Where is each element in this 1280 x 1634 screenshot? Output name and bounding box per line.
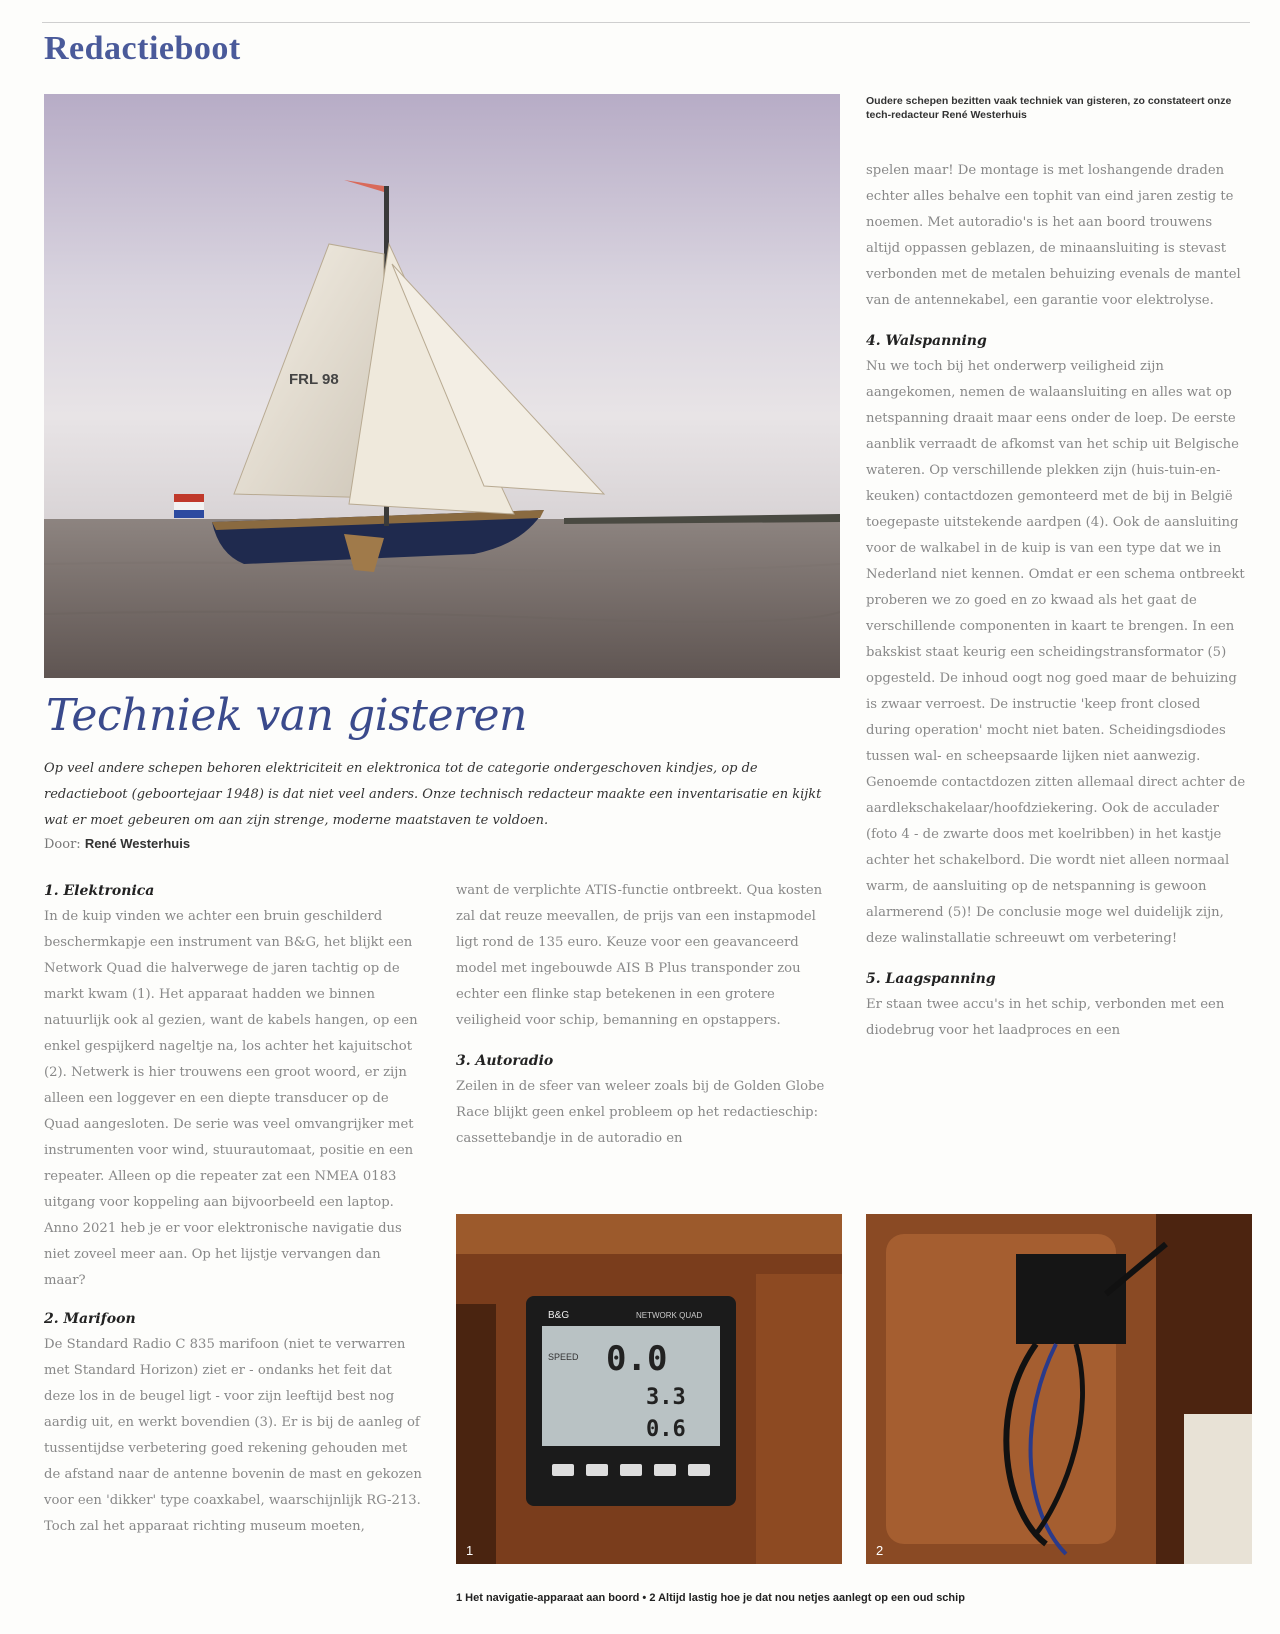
s3-text-cont: spelen maar! De montage is met loshangende draden echter alles behalve een tophit van eind jaren zestig te noemen. Met autoradio's is het aan boord trouwens altijd oppassen geblazen, de minaansluiting is stevast verbonden met de metalen behuizing evenals de mantel van de antennekabel, een garantie voor elektrolyse. bbox=[866, 163, 1241, 308]
s1-title: 1. Elektronica bbox=[44, 883, 155, 899]
s4-text: Nu we toch bij het onderwerp veiligheid zijn aangekomen, nemen de walaansluiting en alles wat op netspanning draait maar eens onder de loep. De eerste aanblik verraadt de afkomst van het schip uit Belgische wateren. Op verschillende plekken zijn (huis-tuin-en-keuken) contactdozen gemonteerd met de bij in België toegepaste uitstekende aardpen (4). Ook de aansluiting voor de walkabel in de kuip is van een type dat we in Nederland niet kennen. Omdat er een schema ontbreekt proberen we zo goed en zo kwaad als het gaat de verschillende componenten in kaart te brengen. In een bakskist staat keurig een scheidingstransformator (5) opgesteld. De inhoud oogt nog goed maar de behuizing is zwaar verroest. De instructie 'keep front closed during operation' mocht niet baten. Scheidingsdiodes tussen wal- en scheepsaarde lijken niet aanwezig. Genoemde contactdozen zitten allemaal direct achter de aardlekschakelaar/hoofdziekering. Ook de acculader (foto 4 - de zwarte doos met koelribben) in het kastje achter het schakelbord. Die wordt niet alleen normaal warm, de aansluiting op de netspanning is gewoon alarmerend (5)! De conclusie moge wel duidelijk zijn, deze walinstallatie schreeuwt om verbetering! bbox=[866, 359, 1246, 946]
s4-title: 4. Walspanning bbox=[866, 333, 987, 349]
sail-number: FRL 98 bbox=[289, 371, 339, 388]
column-1 bbox=[44, 878, 426, 1540]
top-rule bbox=[42, 22, 1250, 23]
s5-title: 5. Laagspanning bbox=[866, 971, 996, 987]
byline-prefix: Door: bbox=[44, 837, 81, 852]
lede: Op veel andere schepen behoren elektriciteit en elektronica tot de categorie ondergeschoven kindjes, op de redactieboot (geboortejaar 1948) is dat niet veel anders. Onze technisch redacteur maakte een inventarisatie en kijkt wat er moet gebeuren om aan zijn strenge, moderne maatstaven te voldoen. bbox=[44, 761, 822, 828]
s2-text: De Standard Radio C 835 marifoon (niet te verwarren met Standard Horizon) ziet er - ondanks het feit dat deze los in de beugel ligt - voor zijn leeftijd best nog aardig uit, en werkt bovendien (3). Er is bij de aanleg of tussentijdse verbetering goed rekening gehouden met de afstand naar de antenne bovenin de mast en gekozen voor een 'dikker' type coaxkabel, waarschijnlijk RG-213. Toch zal het apparaat richting museum moeten, bbox=[44, 1337, 422, 1534]
section-title: Redactieboot bbox=[44, 30, 241, 67]
s5-text: Er staan twee accu's in het schip, verbonden met een diodebrug voor het laadproces en een bbox=[866, 997, 1225, 1038]
photo-cables bbox=[866, 1214, 1252, 1564]
instrument-key-2[interactable] bbox=[586, 1464, 608, 1476]
instrument-key-5[interactable] bbox=[688, 1464, 710, 1476]
instrument-brand: B&G bbox=[548, 1310, 570, 1321]
instrument-depth: 3.3 bbox=[646, 1385, 686, 1410]
instrument-speed: 0.0 bbox=[606, 1339, 668, 1379]
main-photo-sailboat bbox=[44, 94, 840, 678]
s3-title: 3. Autoradio bbox=[456, 1053, 554, 1069]
s2-text-cont: want de verplichte ATIS-functie ontbreekt. Qua kosten zal dat reuze meevallen, de prijs van een instapmodel ligt rond de 135 euro. Keuze voor een geavanceerd model met ingebouwde AIS B Plus transponder zou echter een flinke stap betekenen in een grotere veiligheid voor schip, bemanning en opstappers. bbox=[456, 883, 823, 1028]
byline bbox=[44, 836, 190, 852]
photo-caption: 1 Het navigatie-apparaat aan boord • 2 Altijd lastig hoe je dat nou netjes aanlegt op een oud schip bbox=[456, 1592, 965, 1604]
photo-1-number: 1 bbox=[466, 1543, 474, 1558]
s1-text: In de kuip vinden we achter een bruin geschilderd beschermkapje een instrument van B&G, het blijkt een Network Quad die halverwege de jaren tachtig op de markt kwam (1). Het apparaat hadden we binnen natuurlijk ook al gezien, want de kabels hangen, op een enkel gespijkerd nageltje na, los achter het kajuitschot (2). Netwerk is hier trouwens een groot woord, er zijn alleen een loggever en een diepte transducer op de Quad aangesloten. De serie was veel omvangrijker met instrumenten voor wind, stuurautomaat, positie en een repeater. Alleen op die repeater zat een NMEA 0183 uitgang voor koppeling aan bijvoorbeeld een laptop. Anno 2021 heb je er voor elektronische navigatie dus niet zoveel meer aan. Op het lijstje vervangen dan maar? bbox=[44, 909, 418, 1288]
s3-text: Zeilen in de sfeer van weleer zoals bij de Golden Globe Race blijkt geen enkel probleem op het redactieschip: cassettebandje in de autoradio en bbox=[456, 1079, 825, 1146]
instrument-key-4[interactable] bbox=[654, 1464, 676, 1476]
instrument-model: NETWORK QUAD bbox=[636, 1311, 703, 1320]
photo-instrument bbox=[456, 1214, 842, 1564]
headline: Techniek van gisteren bbox=[46, 690, 527, 741]
instrument-log: 0.6 bbox=[646, 1417, 686, 1442]
column-3 bbox=[866, 158, 1246, 1044]
intro-text: Oudere schepen bezitten vaak techniek van gisteren, zo constateert onze tech-redacteur René Westerhuis bbox=[866, 95, 1232, 121]
instrument-key-3[interactable] bbox=[620, 1464, 642, 1476]
instrument-key-1[interactable] bbox=[552, 1464, 574, 1476]
s2-title: 2. Marifoon bbox=[44, 1311, 136, 1327]
photo-2-number: 2 bbox=[876, 1543, 884, 1558]
byline-author: René Westerhuis bbox=[84, 836, 191, 851]
column-2 bbox=[456, 878, 838, 1152]
instrument-speed-label: SPEED bbox=[548, 1352, 579, 1362]
